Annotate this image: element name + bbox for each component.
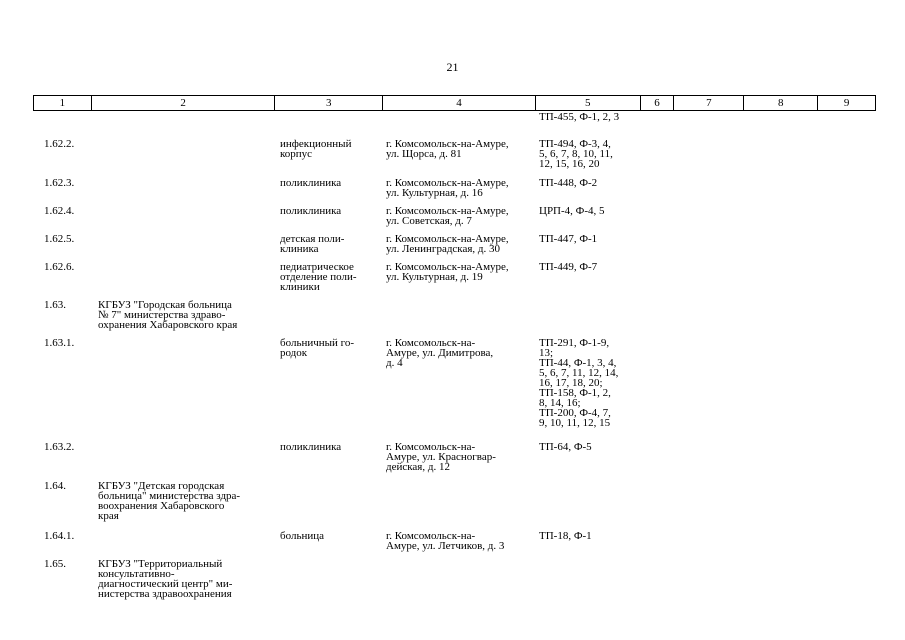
address: г. Комсомольск-на-Амуре, ул. Щорса, д. 81 <box>386 138 509 160</box>
object-name: больница <box>280 530 324 542</box>
substation-feeder: ТП-18, Ф-1 <box>539 530 592 542</box>
substation-feeder: ТП-494, Ф-3, 4, 5, 6, 7, 8, 10, 11, 12, 15, 16, 20 <box>539 138 613 170</box>
row-number: 1.62.3. <box>44 177 75 189</box>
header-col-4: 4 <box>383 96 536 110</box>
page-number: 21 <box>446 60 459 74</box>
header-col-7: 7 <box>674 96 744 110</box>
row-number: 1.62.2. <box>44 138 75 150</box>
header-col-8: 8 <box>744 96 818 110</box>
object-name: педиатрическое отделение поли- клиники <box>280 261 357 293</box>
row-number: 1.62.6. <box>44 261 75 273</box>
object-name: больничный го- родок <box>280 337 355 359</box>
row-number: 1.64. <box>44 480 66 492</box>
object-name: поликлиника <box>280 205 342 217</box>
organization-name: КГБУЗ "Территориальный консультативно- диагностический центр" ми- нистерства здравоохранения <box>98 558 233 600</box>
row-number: 1.63.1. <box>44 337 75 349</box>
header-col-1: 1 <box>34 96 92 110</box>
address: г. Комсомольск-на- Амуре, ул. Димитрова, д. 4 <box>386 337 494 369</box>
header-col-3: 3 <box>275 96 383 110</box>
row-number: 1.62.5. <box>44 233 75 245</box>
row-number: 1.65. <box>44 558 66 570</box>
address: г. Комсомольск-на-Амуре, ул. Культурная, д. 19 <box>386 261 509 283</box>
address: г. Комсомольск-на- Амуре, ул. Красногвар- дейская, д. 12 <box>386 441 496 473</box>
header-col-6: 6 <box>641 96 675 110</box>
substation-feeder: ТП-448, Ф-2 <box>539 177 598 189</box>
object-name: поликлиника <box>280 441 342 453</box>
header-col-5: 5 <box>536 96 641 110</box>
table-header-row <box>33 95 876 111</box>
organization-name: КГБУЗ "Городская больница № 7" министерства здраво- охранения Хабаровского края <box>98 299 238 331</box>
header-col-2: 2 <box>92 96 276 110</box>
row-number: 1.63. <box>44 299 66 311</box>
header-col-9: 9 <box>843 97 850 109</box>
address: г. Комсомольск-на-Амуре, ул. Культурная, д. 16 <box>386 177 509 199</box>
object-name: детская поли- клиника <box>280 233 345 255</box>
address: г. Комсомольск-на-Амуре, ул. Советская, д. 7 <box>386 205 509 227</box>
row-number: 1.62.4. <box>44 205 75 217</box>
substation-feeder: ТП-291, Ф-1-9, 13; ТП-44, Ф-1, 3, 4, 5, 6, 7, 11, 12, 14, 16, 17, 18, 20; ТП-158, Ф-1, 2, 8, 14, 16; ТП-200, Ф-4, 7, 9, 10, 11, 12, 15 <box>539 337 619 429</box>
object-name: инфекционный корпус <box>280 138 352 160</box>
substation-feeder: ТП-449, Ф-7 <box>539 261 598 273</box>
carry-over-text: ТП-455, Ф-1, 2, 3 <box>539 111 620 123</box>
address: г. Комсомольск-на- Амуре, ул. Летчиков, д. 3 <box>386 530 505 552</box>
address: г. Комсомольск-на-Амуре, ул. Ленинградская, д. 30 <box>386 233 509 255</box>
row-number: 1.63.2. <box>44 441 75 453</box>
substation-feeder: ЦРП-4, Ф-4, 5 <box>539 205 605 217</box>
object-name: поликлиника <box>280 177 342 189</box>
organization-name: КГБУЗ "Детская городская больница" министерства здра- воохранения Хабаровского края <box>98 480 241 522</box>
substation-feeder: ТП-64, Ф-5 <box>539 441 592 453</box>
row-number: 1.64.1. <box>44 530 75 542</box>
substation-feeder: ТП-447, Ф-1 <box>539 233 598 245</box>
